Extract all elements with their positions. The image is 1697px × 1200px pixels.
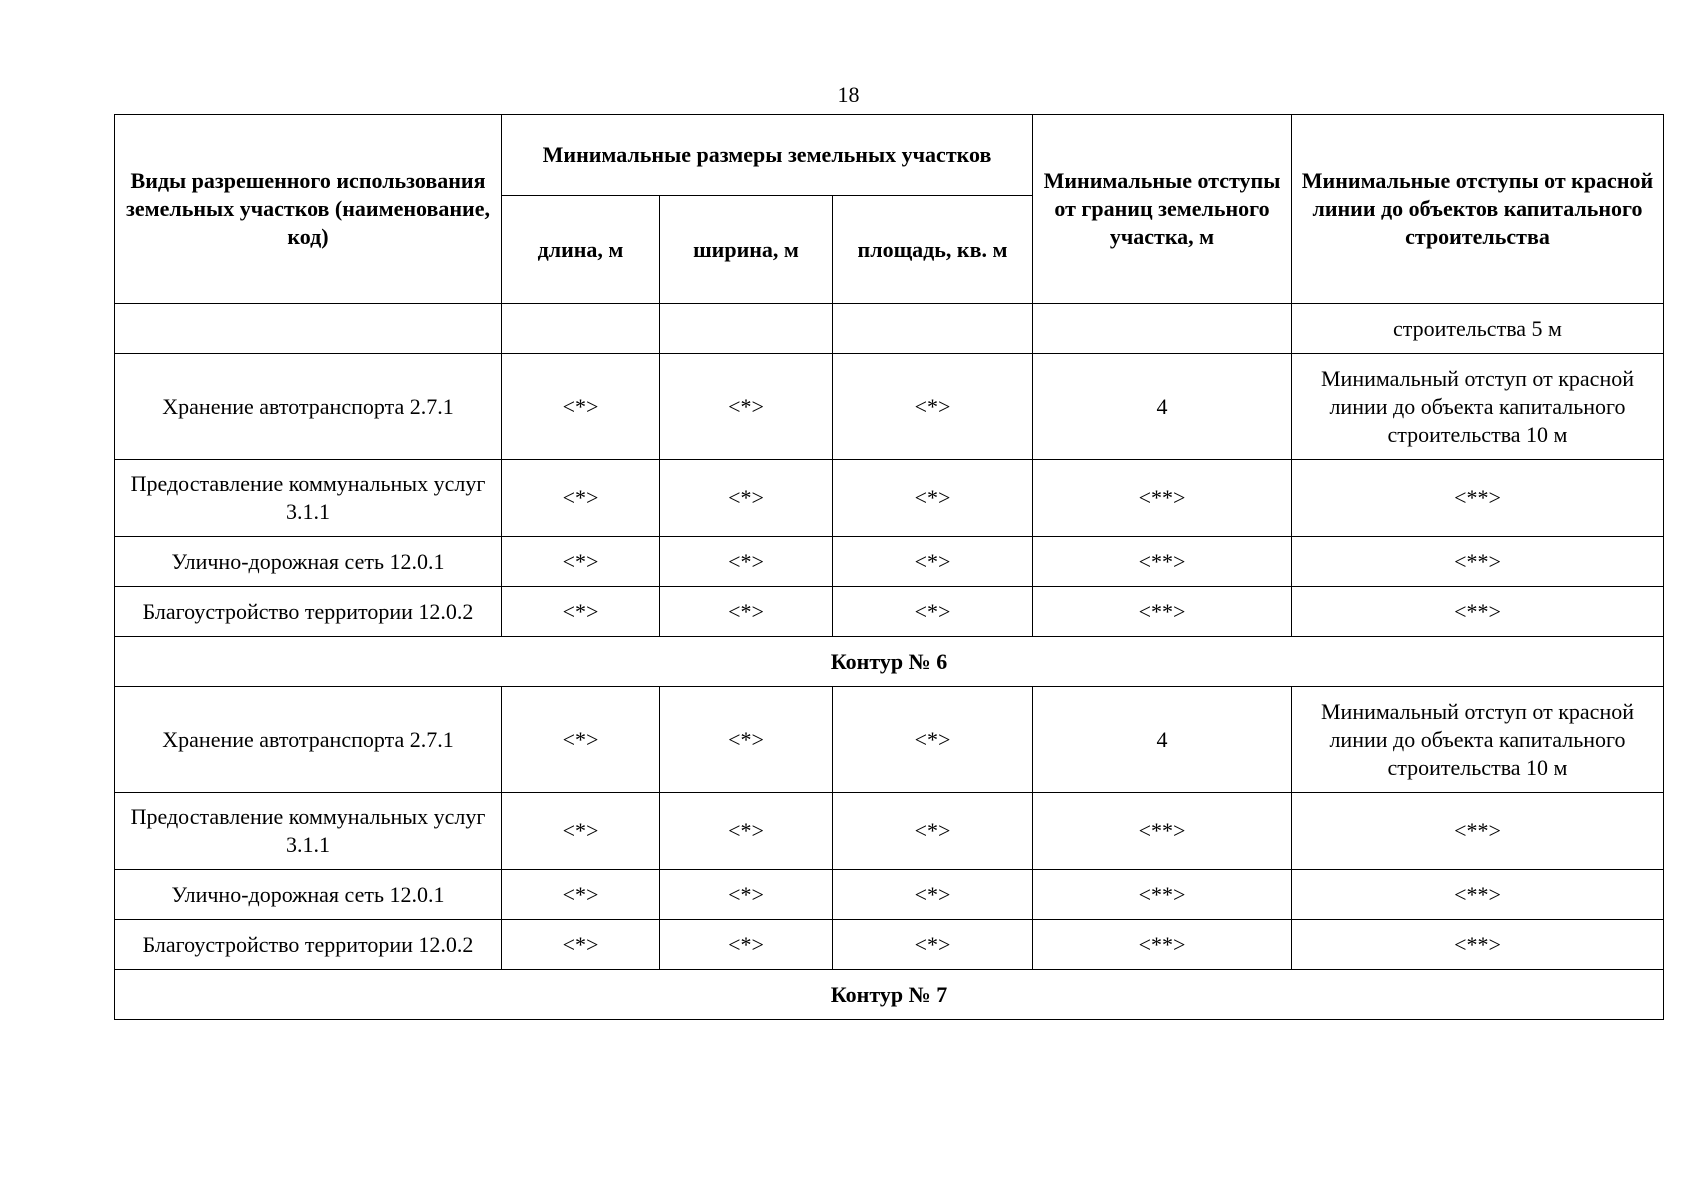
contour-row [115, 970, 1664, 1020]
header-use-type: Виды разрешенного использования земельных участков (наименование, код) [115, 115, 502, 304]
table-row [115, 793, 1664, 870]
cell-setback-border: <**> [1033, 920, 1292, 970]
cell-use: Предоставление коммунальных услуг 3.1.1 [115, 460, 502, 537]
header-setback-red-line: Минимальные отступы от красной линии до объектов капитального строительства [1292, 115, 1664, 304]
header-length: длина, м [502, 196, 660, 304]
cell-width: <*> [660, 537, 833, 587]
table-row [115, 870, 1664, 920]
cell-use: Благоустройство территории 12.0.2 [115, 587, 502, 637]
continuation-row [115, 304, 1664, 354]
cell-area: <*> [833, 687, 1033, 793]
table-row [115, 537, 1664, 587]
cell-length: <*> [502, 354, 660, 460]
cell-length: <*> [502, 460, 660, 537]
header-area: площадь, кв. м [833, 196, 1033, 304]
land-use-table [114, 114, 1664, 1020]
cell-setback-border: <**> [1033, 537, 1292, 587]
cell-area: <*> [833, 920, 1033, 970]
cell-length: <*> [502, 920, 660, 970]
header-setback-border: Минимальные отступы от границ земельного участка, м [1033, 115, 1292, 304]
cell-area: <*> [833, 354, 1033, 460]
cell-setback-red: строительства 5 м [1292, 304, 1664, 354]
contour-6-label: Контур № 6 [115, 637, 1664, 687]
cell-setback-red: Минимальный отступ от красной линии до объекта капитального строительства 10 м [1292, 687, 1664, 793]
cell-setback-border: <**> [1033, 460, 1292, 537]
cell-use: Предоставление коммунальных услуг 3.1.1 [115, 793, 502, 870]
cell-setback-border: 4 [1033, 354, 1292, 460]
cell-width: <*> [660, 687, 833, 793]
table-row [115, 687, 1664, 793]
header-min-sizes: Минимальные размеры земельных участков [502, 115, 1033, 196]
cell-empty [115, 304, 502, 354]
cell-setback-border: <**> [1033, 870, 1292, 920]
table-row [115, 920, 1664, 970]
cell-setback-border: <**> [1033, 587, 1292, 637]
cell-width: <*> [660, 920, 833, 970]
cell-width: <*> [660, 587, 833, 637]
cell-setback-red: <**> [1292, 460, 1664, 537]
table-row [115, 460, 1664, 537]
cell-use: Улично-дорожная сеть 12.0.1 [115, 870, 502, 920]
cell-width: <*> [660, 793, 833, 870]
contour-7-label: Контур № 7 [115, 970, 1664, 1020]
cell-empty [1033, 304, 1292, 354]
cell-length: <*> [502, 587, 660, 637]
cell-length: <*> [502, 793, 660, 870]
cell-setback-red: <**> [1292, 870, 1664, 920]
cell-empty [660, 304, 833, 354]
cell-area: <*> [833, 537, 1033, 587]
cell-width: <*> [660, 460, 833, 537]
header-row-1 [115, 115, 1664, 196]
cell-area: <*> [833, 793, 1033, 870]
cell-width: <*> [660, 354, 833, 460]
cell-setback-red: Минимальный отступ от красной линии до объекта капитального строительства 10 м [1292, 354, 1664, 460]
cell-use: Хранение автотранспорта 2.7.1 [115, 354, 502, 460]
table-row [115, 354, 1664, 460]
cell-length: <*> [502, 537, 660, 587]
cell-length: <*> [502, 687, 660, 793]
cell-width: <*> [660, 870, 833, 920]
cell-setback-red: <**> [1292, 537, 1664, 587]
cell-use: Хранение автотранспорта 2.7.1 [115, 687, 502, 793]
cell-area: <*> [833, 870, 1033, 920]
cell-setback-red: <**> [1292, 793, 1664, 870]
contour-row [115, 637, 1664, 687]
cell-setback-red: <**> [1292, 587, 1664, 637]
cell-setback-border: 4 [1033, 687, 1292, 793]
cell-length: <*> [502, 870, 660, 920]
cell-empty [833, 304, 1033, 354]
cell-setback-border: <**> [1033, 793, 1292, 870]
cell-area: <*> [833, 460, 1033, 537]
cell-use: Улично-дорожная сеть 12.0.1 [115, 537, 502, 587]
page-number: 18 [837, 82, 860, 107]
header-width: ширина, м [660, 196, 833, 304]
cell-setback-red: <**> [1292, 920, 1664, 970]
cell-area: <*> [833, 587, 1033, 637]
table-row [115, 587, 1664, 637]
cell-use: Благоустройство территории 12.0.2 [115, 920, 502, 970]
cell-empty [502, 304, 660, 354]
